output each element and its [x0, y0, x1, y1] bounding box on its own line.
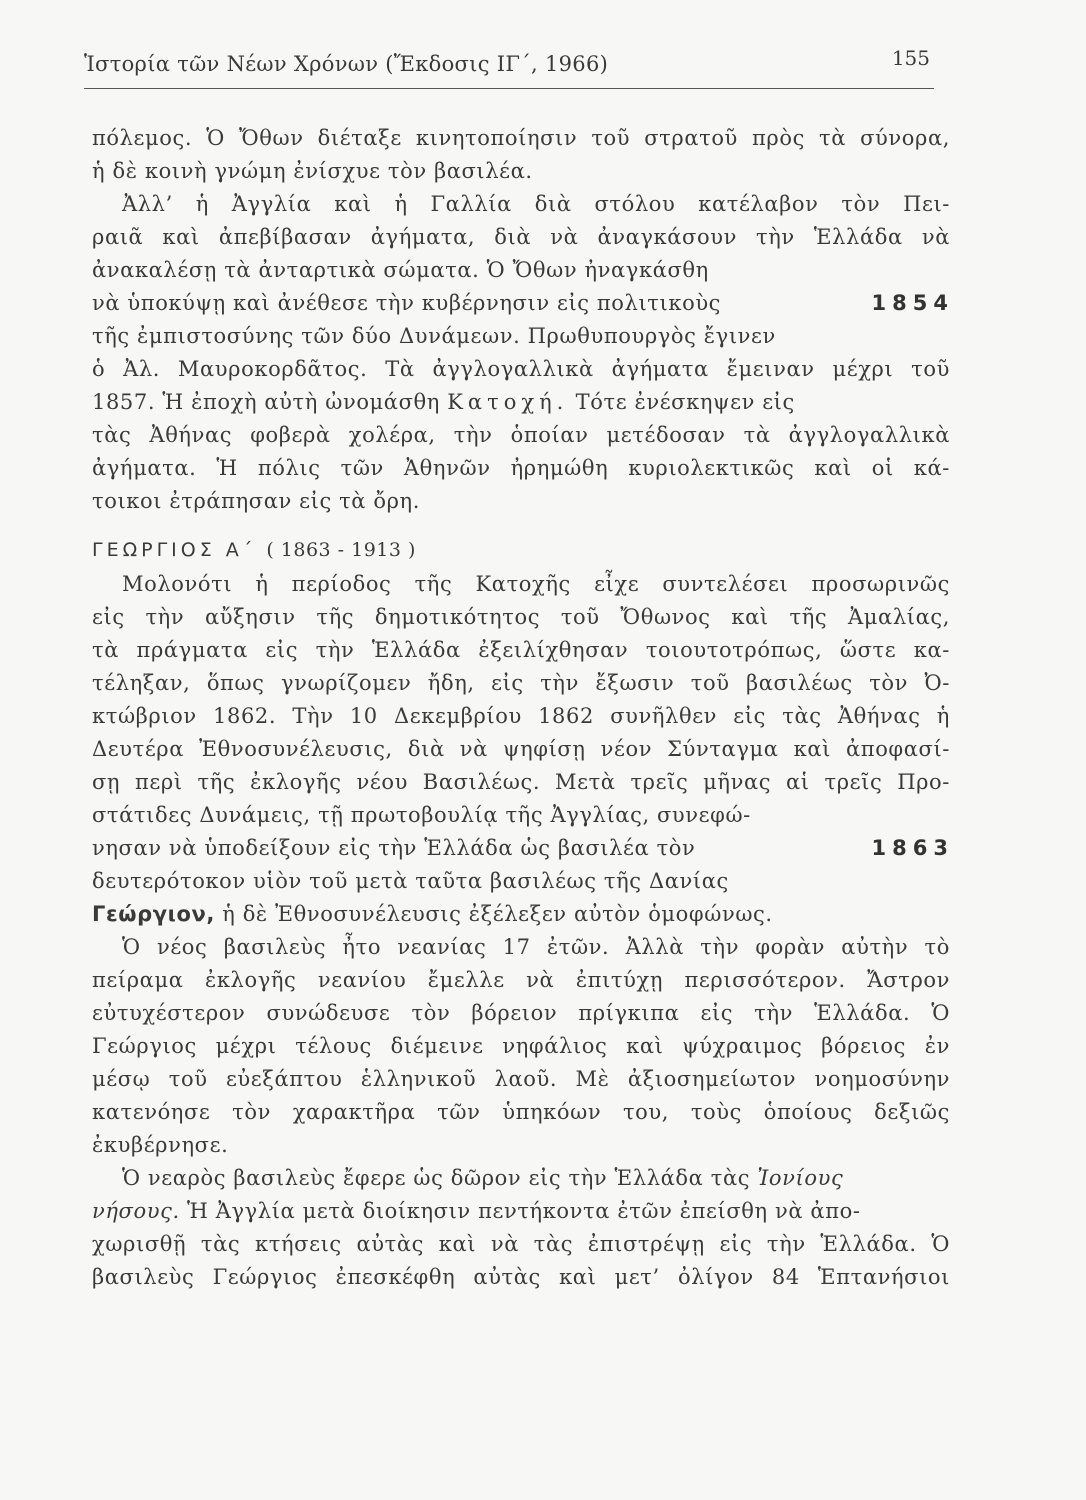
text-line-content: ἀνακαλέσῃ τὰ ἀνταρτικὰ σώματα. Ὁ Ὄθων ἠναγκάσθη	[92, 258, 709, 282]
text-line	[92, 254, 950, 287]
text-line: τὰς Ἀθήνας φοβερὰ χολέρα, τὴν ὁποίαν μετέδοσαν τὰ ἀγγλογαλλικὰ	[92, 423, 950, 447]
text-line	[92, 1195, 950, 1228]
text-line	[92, 832, 954, 865]
page-header	[84, 44, 934, 90]
text-line: πόλεμος. Ὁ Ὄθων διέταξε κινητοποίησιν τοῦ στρατοῦ πρὸς τὰ σύνορα,	[92, 126, 950, 150]
spacer	[92, 518, 950, 532]
text-line: χωρισθῇ τὰς κτήσεις αὐτὰς καὶ νὰ τὰς ἐπιστρέψῃ εἰς τὴν Ἑλλάδα. Ὁ	[92, 1232, 950, 1256]
bold-name-georgios: Γεώργιον,	[92, 902, 215, 926]
text-line-part: 1857. Ἡ ἐποχὴ αὐτὴ ὠνομάσθη	[92, 390, 440, 414]
text-line: σῃ περὶ τῆς ἐκλογῆς νέου Βασιλέως. Μετὰ τρεῖς μῆνας αἱ τρεῖς Προ-	[92, 770, 950, 794]
text-line: τὰ πράγματα εἰς τὴν Ἑλλάδα ἐξειλίχθησαν τοιουτοτρόπως, ὥστε κα-	[92, 638, 950, 662]
text-line: κατενόησε τὸν χαρακτῆρα τῶν ὑπηκόων του, τοὺς ὁποίους δεξιῶς	[92, 1100, 950, 1124]
text-line: Δευτέρα Ἐθνοσυνέλευσις, διὰ νὰ ψηφίσῃ νέον Σύνταγμα καὶ ἀποφασί-	[92, 737, 950, 761]
text-line-part: ἡ δὲ Ἐθνοσυνέλευσις ἐξέλεξεν αὐτὸν ὁμοφώνως.	[222, 902, 773, 926]
text-line-part: Τότε ἐνέσκηψεν εἰς	[575, 390, 795, 414]
text-line	[92, 898, 950, 931]
running-title: Ἱστορία τῶν Νέων Χρόνων (Ἔκδοσις ΙΓ΄, 1966)	[84, 52, 609, 76]
text-line: πείραμα ἐκλογῆς νεανίου ἔμελλε νὰ ἐπιτύχῃ περισσότερον. Ἄστρον	[92, 968, 950, 992]
text-line: τέληξαν, ὅπως γνωρίζομεν ἤδη, εἰς τὴν ἔξωσιν τοῦ βασιλέως τὸν Ὀ-	[92, 671, 950, 695]
text-line	[92, 386, 950, 419]
text-line: στάτιδες Δυνάμεις, τῇ πρωτοβουλίᾳ τῆς Ἀγγλίας, συνεφώ-	[92, 803, 751, 827]
text-line: ἀγήματα. Ἡ πόλις τῶν Ἀθηνῶν ἠρημώθη κυριολεκτικῶς καὶ οἱ κά-	[92, 456, 950, 480]
text-line: κτώβριον 1862. Τὴν 10 Δεκεμβρίου 1862 συνῆλθεν εἰς τὰς Ἀθήνας ἡ	[92, 704, 950, 728]
section-heading-years: ( 1863 - 1913 )	[266, 539, 416, 561]
margin-year-1854: 1854	[871, 291, 954, 315]
text-line: ἐκυβέρνησε.	[92, 1133, 229, 1157]
text-line	[92, 1162, 950, 1195]
text-line: Ἀλλ’ ἡ Ἀγγλία καὶ ἡ Γαλλία διὰ στόλου κατέλαβον τὸν Πει-	[122, 192, 950, 216]
margin-year-1863: 1863	[871, 836, 954, 860]
text-line: Ὁ νέος βασιλεὺς ἦτο νεανίας 17 ἐτῶν. Ἀλλὰ τὴν φορὰν αὐτὴν τὸ	[122, 935, 950, 959]
text-line-content: νησαν νὰ ὑποδείξουν εἰς τὴν Ἑλλάδα ὡς βασιλέα τὸν	[92, 836, 696, 860]
spaced-term-katochi: Κατοχή.	[447, 390, 569, 414]
text-line: βασιλεὺς Γεώργιος ἐπεσκέφθη αὐτὰς καὶ μετ’ ὀλίγον 84 Ἑπτανήσιοι	[92, 1265, 950, 1289]
text-line	[92, 287, 954, 320]
page-number: 155	[891, 46, 930, 70]
text-line: τοικοι ἐτράπησαν εἰς τὰ ὄρη.	[92, 489, 420, 513]
section-heading	[92, 532, 950, 568]
text-line: ἡ δὲ κοινὴ γνώμη ἐνίσχυε τὸν βασιλέα.	[92, 159, 533, 183]
text-line: δευτερότοκον υἱὸν τοῦ μετὰ ταῦτα βασιλέως τῆς Δανίας	[92, 869, 729, 893]
text-line: ὁ Ἀλ. Μαυροκορδᾶτος. Τὰ ἀγγλογαλλικὰ ἀγήματα ἔμειναν μέχρι τοῦ	[92, 357, 950, 381]
text-line-part: Ὁ νεαρὸς βασιλεὺς ἔφερε ὡς δῶρον εἰς τὴν Ἑλλάδα τὰς	[122, 1166, 751, 1190]
text-line-content: νὰ ὑποκύψῃ καὶ ἀνέθεσε τὴν κυβέρνησιν εἰς πολιτικοὺς	[92, 291, 722, 315]
text-line: εἰς τὴν αὔξησιν τῆς δημοτικότητος τοῦ Ὄθωνος καὶ τῆς Ἀμαλίας,	[92, 605, 950, 629]
text-line: ραιᾶ καὶ ἀπεβίβασαν ἀγήματα, διὰ νὰ ἀναγκάσουν τὴν Ἑλλάδα νὰ	[92, 225, 950, 249]
text-line: μέσῳ τοῦ εὐεξάπτου ἑλληνικοῦ λαοῦ. Μὲ ἀξιοσημείωτον νοημοσύνην	[92, 1067, 950, 1091]
section-heading-title: ΓΕΩΡΓΙΟΣ Α΄	[92, 539, 257, 561]
italic-term-ionious: Ἰονίους	[757, 1166, 844, 1190]
text-line: Γεώργιος μέχρι τέλους διέμεινε νηφάλιος καὶ ψύχραιμος βόρειος ἐν	[92, 1034, 950, 1058]
header-rule	[84, 88, 934, 89]
text-line: τῆς ἐμπιστοσύνης τῶν δύο Δυνάμεων. Πρωθυπουργὸς ἔγινεν	[92, 324, 776, 348]
italic-term-nisous: νήσους.	[92, 1199, 180, 1223]
text-line: Μολονότι ἡ περίοδος τῆς Κατοχῆς εἶχε συντελέσει προσωρινῶς	[122, 572, 950, 596]
text-line-part: Ἡ Ἀγγλία μετὰ διοίκησιν πεντήκοντα ἐτῶν ἐπείσθη νὰ ἀπο-	[187, 1199, 861, 1223]
body-text	[92, 122, 954, 1294]
text-line: εὐτυχέστερον συνώδευσε τὸν βόρειον πρίγκιπα εἰς τὴν Ἑλλάδα. Ὁ	[92, 1001, 950, 1025]
